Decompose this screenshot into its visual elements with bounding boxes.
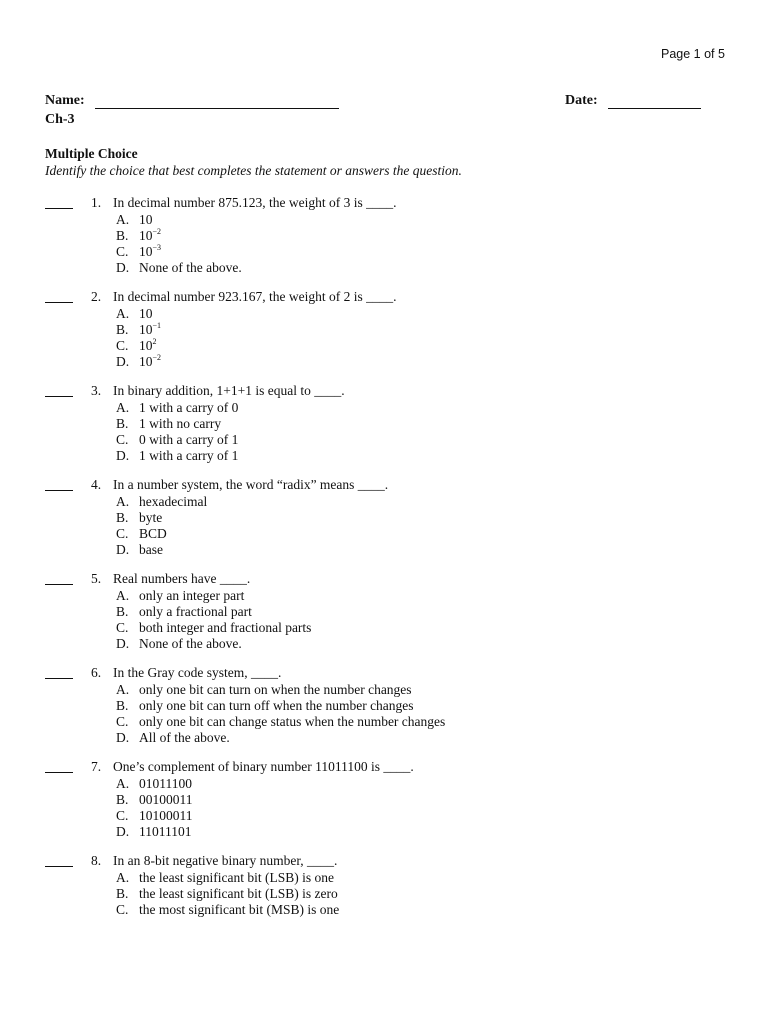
question-text: In decimal number 923.167, the weight of 2 is ____. (113, 289, 397, 304)
choice-letter: A. (116, 493, 130, 509)
exponent: −3 (152, 243, 162, 253)
answer-blank[interactable] (45, 208, 73, 209)
choice-text: 1 with a carry of 1 (139, 448, 239, 464)
choice-d[interactable] (116, 730, 445, 746)
question-number: 4. (91, 477, 102, 492)
choice-letter: A. (116, 305, 130, 321)
question-text: In binary addition, 1+1+1 is equal to ____. (113, 383, 345, 398)
chapter-title: Ch-3 (45, 112, 75, 127)
question-text: In decimal number 875.123, the weight of 3 is ____. (113, 195, 397, 210)
choice-letter: A. (116, 399, 130, 415)
name-blank-line[interactable] (95, 108, 339, 109)
question-number: 6. (91, 665, 102, 680)
choice-text: 10 (139, 244, 153, 260)
question-number: 1. (91, 195, 102, 210)
question-text: In a number system, the word “radix” means ____. (113, 477, 389, 492)
choice-b[interactable] (116, 792, 193, 808)
choice-a[interactable] (116, 306, 161, 322)
choice-text: 11011101 (139, 824, 192, 840)
exponent: −1 (152, 320, 162, 330)
choice-c[interactable] (116, 902, 339, 918)
exponent: −2 (152, 226, 162, 236)
choice-c[interactable] (116, 714, 445, 730)
date-blank-line[interactable] (608, 108, 701, 109)
choice-text: All of the above. (139, 730, 230, 746)
answer-blank[interactable] (45, 302, 73, 303)
question-text: Real numbers have ____. (113, 571, 251, 586)
question-number: 7. (91, 759, 102, 774)
choice-d[interactable] (116, 260, 242, 276)
answer-blank[interactable] (45, 866, 73, 867)
instructions: Identify the choice that best completes the statement or answers the question. (45, 163, 462, 178)
choice-list (116, 682, 445, 747)
choice-letter: C. (116, 432, 129, 448)
choice-text: both integer and fractional parts (139, 620, 312, 636)
choice-text: byte (139, 509, 163, 525)
choice-a[interactable] (116, 776, 193, 792)
choice-list (116, 306, 161, 371)
choice-letter: A. (116, 587, 130, 603)
choice-d[interactable] (116, 354, 161, 370)
choice-b[interactable] (116, 228, 242, 244)
choice-list (116, 212, 242, 277)
choice-a[interactable] (116, 400, 238, 416)
choice-b[interactable] (116, 886, 339, 902)
question-3 (45, 383, 725, 477)
choice-text: 00100011 (139, 791, 193, 807)
choice-list (116, 588, 311, 653)
page-number: Page 1 of 5 (661, 47, 725, 61)
choice-text: the most significant bit (MSB) is one (139, 902, 340, 918)
choice-text: 10 (139, 354, 153, 370)
choice-text: hexadecimal (139, 493, 208, 509)
choice-text: 10 (139, 227, 153, 243)
choice-letter: B. (116, 791, 129, 807)
question-text: One’s complement of binary number 11011100 is ____. (113, 759, 414, 774)
choice-letter: B. (116, 227, 129, 243)
choice-letter: A. (116, 775, 130, 791)
question-5 (45, 571, 725, 665)
choice-letter: C. (116, 338, 129, 354)
choice-letter: C. (116, 526, 129, 542)
choice-letter: D. (116, 448, 130, 464)
choice-letter: B. (116, 603, 129, 619)
choice-d[interactable] (116, 636, 311, 652)
choice-a[interactable] (116, 212, 242, 228)
choice-letter: D. (116, 542, 130, 558)
choice-b[interactable] (116, 416, 238, 432)
choice-d[interactable] (116, 542, 207, 558)
choice-text: None of the above. (139, 260, 242, 276)
choice-text: 10 (139, 305, 153, 321)
name-label: Name: (45, 93, 85, 108)
choice-text: BCD (139, 526, 167, 542)
choice-text: only one bit can change status when the number changes (139, 714, 446, 730)
choice-letter: A. (116, 869, 130, 885)
question-6 (45, 665, 725, 759)
question-number: 8. (91, 853, 102, 868)
choice-text: 10100011 (139, 808, 193, 824)
choice-c[interactable] (116, 808, 193, 824)
choice-letter: C. (116, 902, 129, 918)
answer-blank[interactable] (45, 678, 73, 679)
answer-blank[interactable] (45, 584, 73, 585)
choice-text: 10 (139, 321, 153, 337)
choice-a[interactable] (116, 682, 445, 698)
choice-letter: D. (116, 824, 130, 840)
choice-letter: A. (116, 681, 130, 697)
answer-blank[interactable] (45, 772, 73, 773)
section-title: Multiple Choice (45, 146, 138, 161)
choice-text: base (139, 542, 163, 558)
choice-list (116, 400, 238, 465)
date-label: Date: (565, 93, 598, 108)
choice-a[interactable] (116, 494, 207, 510)
answer-blank[interactable] (45, 396, 73, 397)
question-2 (45, 289, 725, 383)
choice-a[interactable] (116, 588, 311, 604)
question-text: In an 8-bit negative binary number, ____. (113, 853, 338, 868)
choice-list (116, 870, 339, 919)
choice-text: only an integer part (139, 587, 245, 603)
choice-text: 1 with a carry of 0 (139, 399, 239, 415)
choice-b[interactable] (116, 604, 311, 620)
choice-letter: D. (116, 636, 130, 652)
choice-letter: D. (116, 730, 130, 746)
choice-text: only one bit can turn on when the number changes (139, 681, 412, 697)
choice-text: 0 with a carry of 1 (139, 432, 239, 448)
choice-text: only one bit can turn off when the number changes (139, 697, 414, 713)
choice-list (116, 776, 193, 841)
choice-letter: B. (116, 321, 129, 337)
choice-letter: B. (116, 509, 129, 525)
exponent: 2 (152, 337, 157, 347)
choice-letter: C. (116, 714, 129, 730)
choice-letter: B. (116, 415, 129, 431)
question-number: 3. (91, 383, 102, 398)
choice-list (116, 494, 207, 559)
answer-blank[interactable] (45, 490, 73, 491)
choice-letter: B. (116, 697, 129, 713)
choice-text: None of the above. (139, 636, 242, 652)
choice-letter: C. (116, 808, 129, 824)
choice-text: 1 with no carry (139, 415, 222, 431)
question-list (45, 195, 725, 929)
question-4 (45, 477, 725, 571)
question-number: 5. (91, 571, 102, 586)
choice-text: only a fractional part (139, 603, 252, 619)
question-1 (45, 195, 725, 289)
choice-c[interactable] (116, 620, 311, 636)
choice-letter: D. (116, 260, 130, 276)
choice-b[interactable] (116, 322, 161, 338)
choice-letter: C. (116, 244, 129, 260)
choice-letter: D. (116, 354, 130, 370)
choice-d[interactable] (116, 824, 193, 840)
question-7 (45, 759, 725, 853)
choice-text: 10 (139, 338, 153, 354)
choice-b[interactable] (116, 698, 445, 714)
question-text: In the Gray code system, ____. (113, 665, 282, 680)
choice-letter: B. (116, 885, 129, 901)
choice-b[interactable] (116, 510, 207, 526)
choice-letter: C. (116, 620, 129, 636)
choice-c[interactable] (116, 526, 207, 542)
choice-letter: A. (116, 211, 130, 227)
choice-a[interactable] (116, 870, 339, 886)
header (45, 93, 705, 113)
choice-text: 10 (139, 211, 153, 227)
choice-text: 01011100 (139, 775, 192, 791)
question-8 (45, 853, 725, 929)
question-number: 2. (91, 289, 102, 304)
choice-text: the least significant bit (LSB) is one (139, 869, 334, 885)
choice-d[interactable] (116, 448, 238, 464)
choice-c[interactable] (116, 338, 161, 354)
exponent: −2 (152, 353, 162, 363)
choice-c[interactable] (116, 244, 242, 260)
choice-c[interactable] (116, 432, 238, 448)
choice-text: the least significant bit (LSB) is zero (139, 885, 338, 901)
